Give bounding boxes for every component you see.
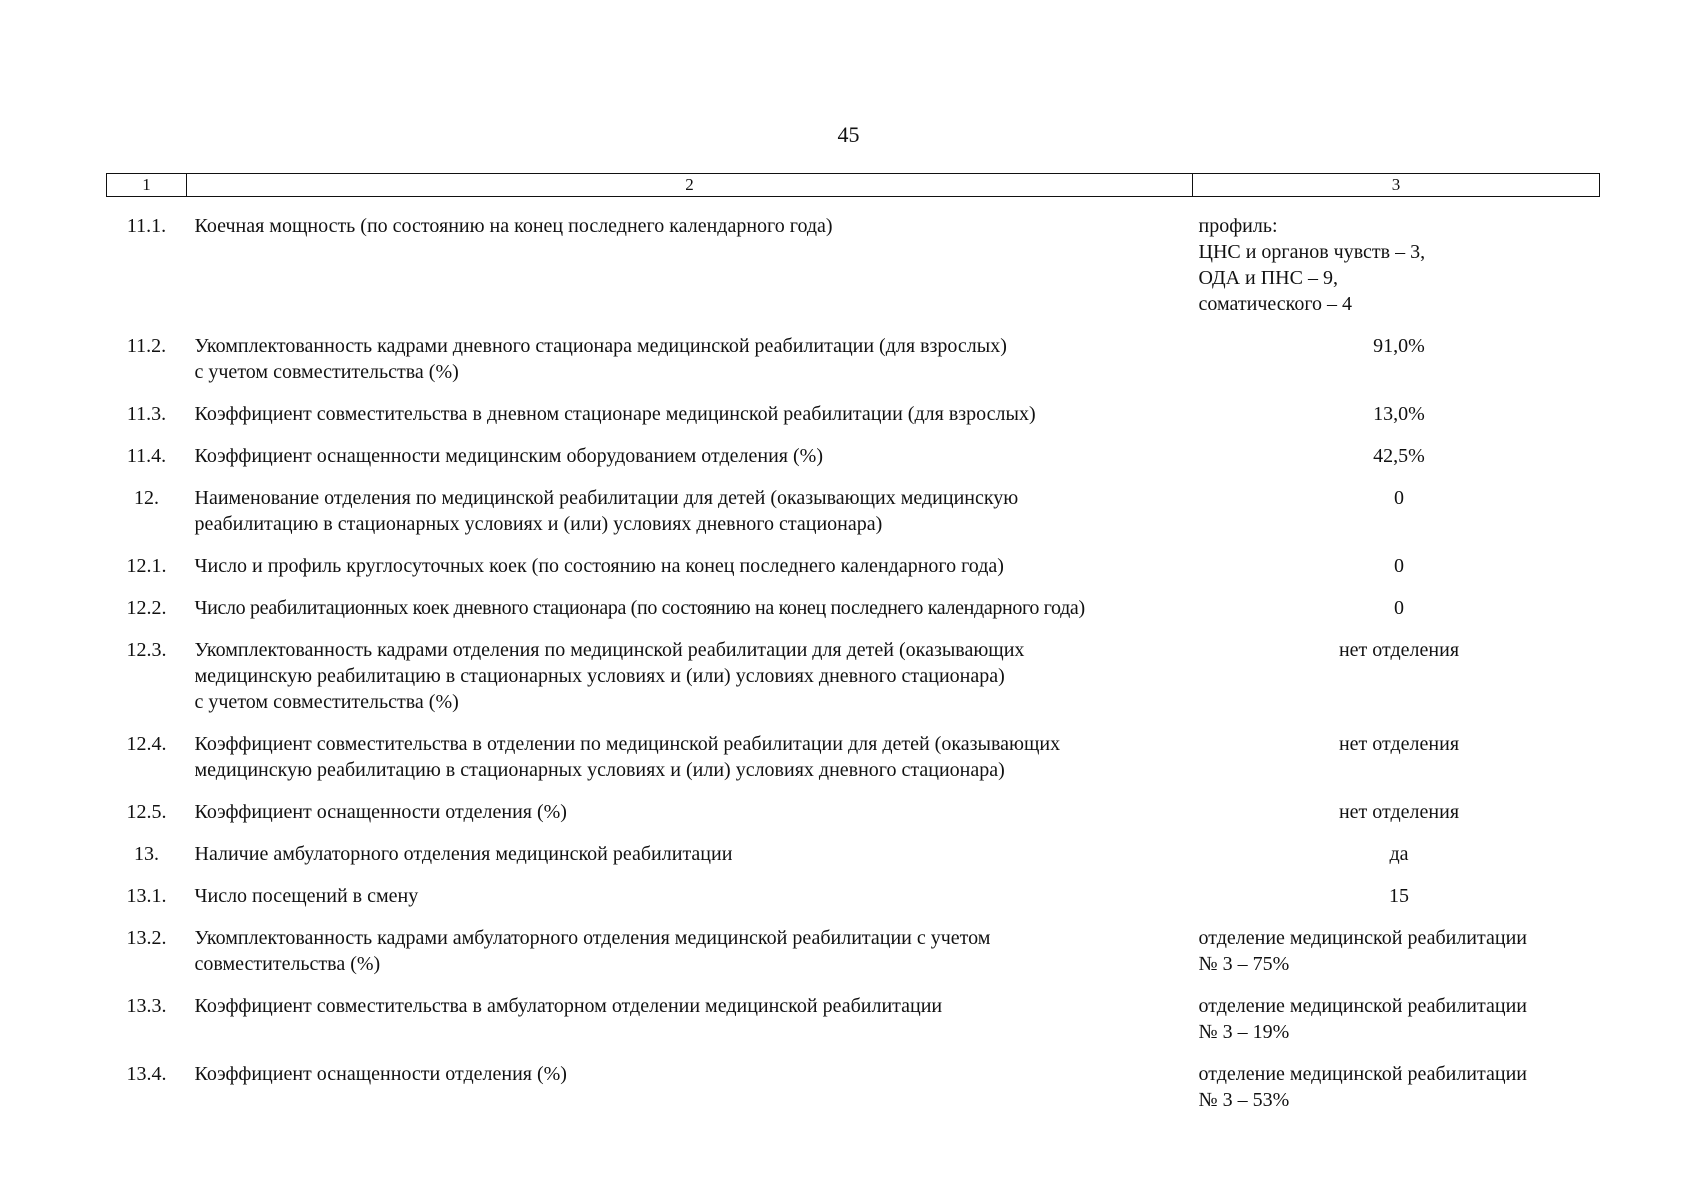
indicator-value-line: ЦНС и органов чувств – 3, xyxy=(1198,241,1426,263)
indicator-value-line: № 3 – 53% xyxy=(1198,1089,1290,1111)
table-row xyxy=(107,595,1600,637)
indicator-value xyxy=(1193,595,1600,637)
indicator-value-line: нет отделения xyxy=(1338,801,1460,823)
indicator-value xyxy=(1193,443,1600,485)
indicator-value-line: соматического – 4 xyxy=(1198,293,1353,315)
indicator-name-line: Число реабилитационных коек дневного стационара (по состоянию на конец последнего календарного года) xyxy=(194,597,1085,619)
indicator-name-line: медицинскую реабилитацию в стационарных условиях и (или) условиях дневного стационара) xyxy=(194,665,1005,687)
header-spacer xyxy=(107,197,1600,214)
table-row xyxy=(107,799,1600,841)
indicator-name xyxy=(187,993,1193,1061)
column-number-row xyxy=(107,174,1600,197)
indicator-name-line: Коечная мощность (по состоянию на конец последнего календарного года) xyxy=(194,215,833,237)
indicator-name-line: с учетом совместительства (%) xyxy=(194,361,459,383)
indicator-value xyxy=(1193,841,1600,883)
row-number: 12.5. xyxy=(126,801,167,823)
row-number: 12. xyxy=(134,487,159,509)
indicator-name-line: Укомплектованность кадрами дневного стационара медицинской реабилитации (для взрослых) xyxy=(194,335,1007,357)
indicator-value-line: 91,0% xyxy=(1373,335,1425,357)
indicator-name-line: медицинскую реабилитацию в стационарных условиях и (или) условиях дневного стационара) xyxy=(194,759,1005,781)
indicator-name-line: Укомплектованность кадрами отделения по медицинской реабилитации для детей (оказывающих xyxy=(194,639,1025,661)
indicator-name-line: Коэффициент оснащенности отделения (%) xyxy=(194,801,567,823)
indicator-value xyxy=(1193,799,1600,841)
indicator-value-line: № 3 – 75% xyxy=(1198,953,1290,975)
row-number: 12.4. xyxy=(126,733,167,755)
indicator-name xyxy=(187,637,1193,731)
indicators-table xyxy=(106,173,1600,1129)
indicators-table-container xyxy=(106,173,1599,1129)
table-row xyxy=(107,401,1600,443)
indicator-value xyxy=(1193,731,1600,799)
table-row xyxy=(107,925,1600,993)
indicator-name-line: Наличие амбулаторного отделения медицинской реабилитации xyxy=(194,843,733,865)
indicator-name xyxy=(187,485,1193,553)
indicator-name-line: Коэффициент совместительства в дневном стационаре медицинской реабилитации (для взрослых) xyxy=(194,403,1036,425)
indicator-value xyxy=(1193,553,1600,595)
row-number: 13.1. xyxy=(126,885,167,907)
indicator-value xyxy=(1193,1061,1600,1129)
indicator-value xyxy=(1193,883,1600,925)
indicator-name-line: Коэффициент совместительства в отделении по медицинской реабилитации для детей (оказывающих xyxy=(194,733,1061,755)
indicator-value-line: да xyxy=(1389,843,1409,865)
indicator-name-line: Коэффициент оснащенности медицинским оборудованием отделения (%) xyxy=(194,445,823,467)
table-row xyxy=(107,443,1600,485)
indicator-name xyxy=(187,401,1193,443)
indicator-name-line: совместительства (%) xyxy=(194,953,381,975)
indicator-value-line: 15 xyxy=(1389,885,1409,907)
indicator-value-line: № 3 – 19% xyxy=(1198,1021,1290,1043)
column-number-1: 1 xyxy=(107,174,187,197)
indicator-value xyxy=(1193,485,1600,553)
row-number: 12.1. xyxy=(126,555,167,577)
column-number-3: 3 xyxy=(1193,174,1600,197)
row-number: 13.2. xyxy=(126,927,167,949)
indicator-name xyxy=(187,595,1193,637)
indicator-value-line: нет отделения xyxy=(1338,733,1460,755)
table-row xyxy=(107,213,1600,333)
indicator-value-line: отделение медицинской реабилитации xyxy=(1198,927,1527,949)
page-number: 45 xyxy=(837,122,860,147)
table-header xyxy=(107,174,1600,197)
column-number-2: 2 xyxy=(187,174,1193,197)
indicator-name-line: Число посещений в смену xyxy=(194,885,419,907)
indicator-value xyxy=(1193,401,1600,443)
table-row xyxy=(107,993,1600,1061)
row-number: 11.4. xyxy=(126,445,167,467)
indicator-value xyxy=(1193,993,1600,1061)
row-number: 11.1. xyxy=(126,215,167,237)
indicator-value-line: 0 xyxy=(1394,487,1404,509)
indicator-value-line: отделение медицинской реабилитации xyxy=(1198,995,1527,1017)
row-number: 12.3. xyxy=(126,639,167,661)
table-row xyxy=(107,485,1600,553)
row-number: 13. xyxy=(134,843,159,865)
indicator-name xyxy=(187,799,1193,841)
indicator-name xyxy=(187,333,1193,401)
indicator-name-line: Число и профиль круглосуточных коек (по состоянию на конец последнего календарного года) xyxy=(194,555,1004,577)
table-row xyxy=(107,553,1600,595)
row-number: 13.3. xyxy=(126,995,167,1017)
table-row xyxy=(107,637,1600,731)
indicator-name xyxy=(187,883,1193,925)
indicator-value xyxy=(1193,637,1600,731)
indicator-name-line: Укомплектованность кадрами амбулаторного отделения медицинской реабилитации с учетом xyxy=(194,927,991,949)
indicator-value xyxy=(1193,333,1600,401)
indicator-value-line: 0 xyxy=(1394,555,1404,577)
indicator-name xyxy=(187,841,1193,883)
indicator-value-line: 0 xyxy=(1394,597,1404,619)
indicator-name-line: Коэффициент совместительства в амбулаторном отделении медицинской реабилитации xyxy=(194,995,943,1017)
table-row xyxy=(107,1061,1600,1129)
indicator-name xyxy=(187,443,1193,485)
indicator-name-line: Наименование отделения по медицинской реабилитации для детей (оказывающих медицинскую xyxy=(194,487,1019,509)
row-number: 12.2. xyxy=(126,597,167,619)
table-row xyxy=(107,333,1600,401)
indicator-value xyxy=(1193,925,1600,993)
indicator-name-line: Коэффициент оснащенности отделения (%) xyxy=(194,1063,567,1085)
indicator-name xyxy=(187,553,1193,595)
table-row xyxy=(107,731,1600,799)
indicator-name xyxy=(187,925,1193,993)
indicator-value-line: ОДА и ПНС – 9, xyxy=(1198,267,1338,289)
indicator-value-line: 42,5% xyxy=(1373,445,1425,467)
indicator-value-line: отделение медицинской реабилитации xyxy=(1198,1063,1527,1085)
indicator-value xyxy=(1193,213,1600,333)
indicator-value-line: нет отделения xyxy=(1338,639,1460,661)
indicator-value-line: профиль: xyxy=(1198,215,1278,237)
indicator-name-line: с учетом совместительства (%) xyxy=(194,691,459,713)
row-number: 13.4. xyxy=(126,1063,167,1085)
indicator-name xyxy=(187,213,1193,333)
indicator-name xyxy=(187,1061,1193,1129)
table-row xyxy=(107,883,1600,925)
row-number: 11.3. xyxy=(126,403,167,425)
indicator-value-line: 13,0% xyxy=(1373,403,1425,425)
indicator-name-line: реабилитацию в стационарных условиях и (или) условиях дневного стационара) xyxy=(194,513,883,535)
table-body xyxy=(107,197,1600,1130)
row-number: 11.2. xyxy=(126,335,167,357)
table-row xyxy=(107,841,1600,883)
indicator-name xyxy=(187,731,1193,799)
